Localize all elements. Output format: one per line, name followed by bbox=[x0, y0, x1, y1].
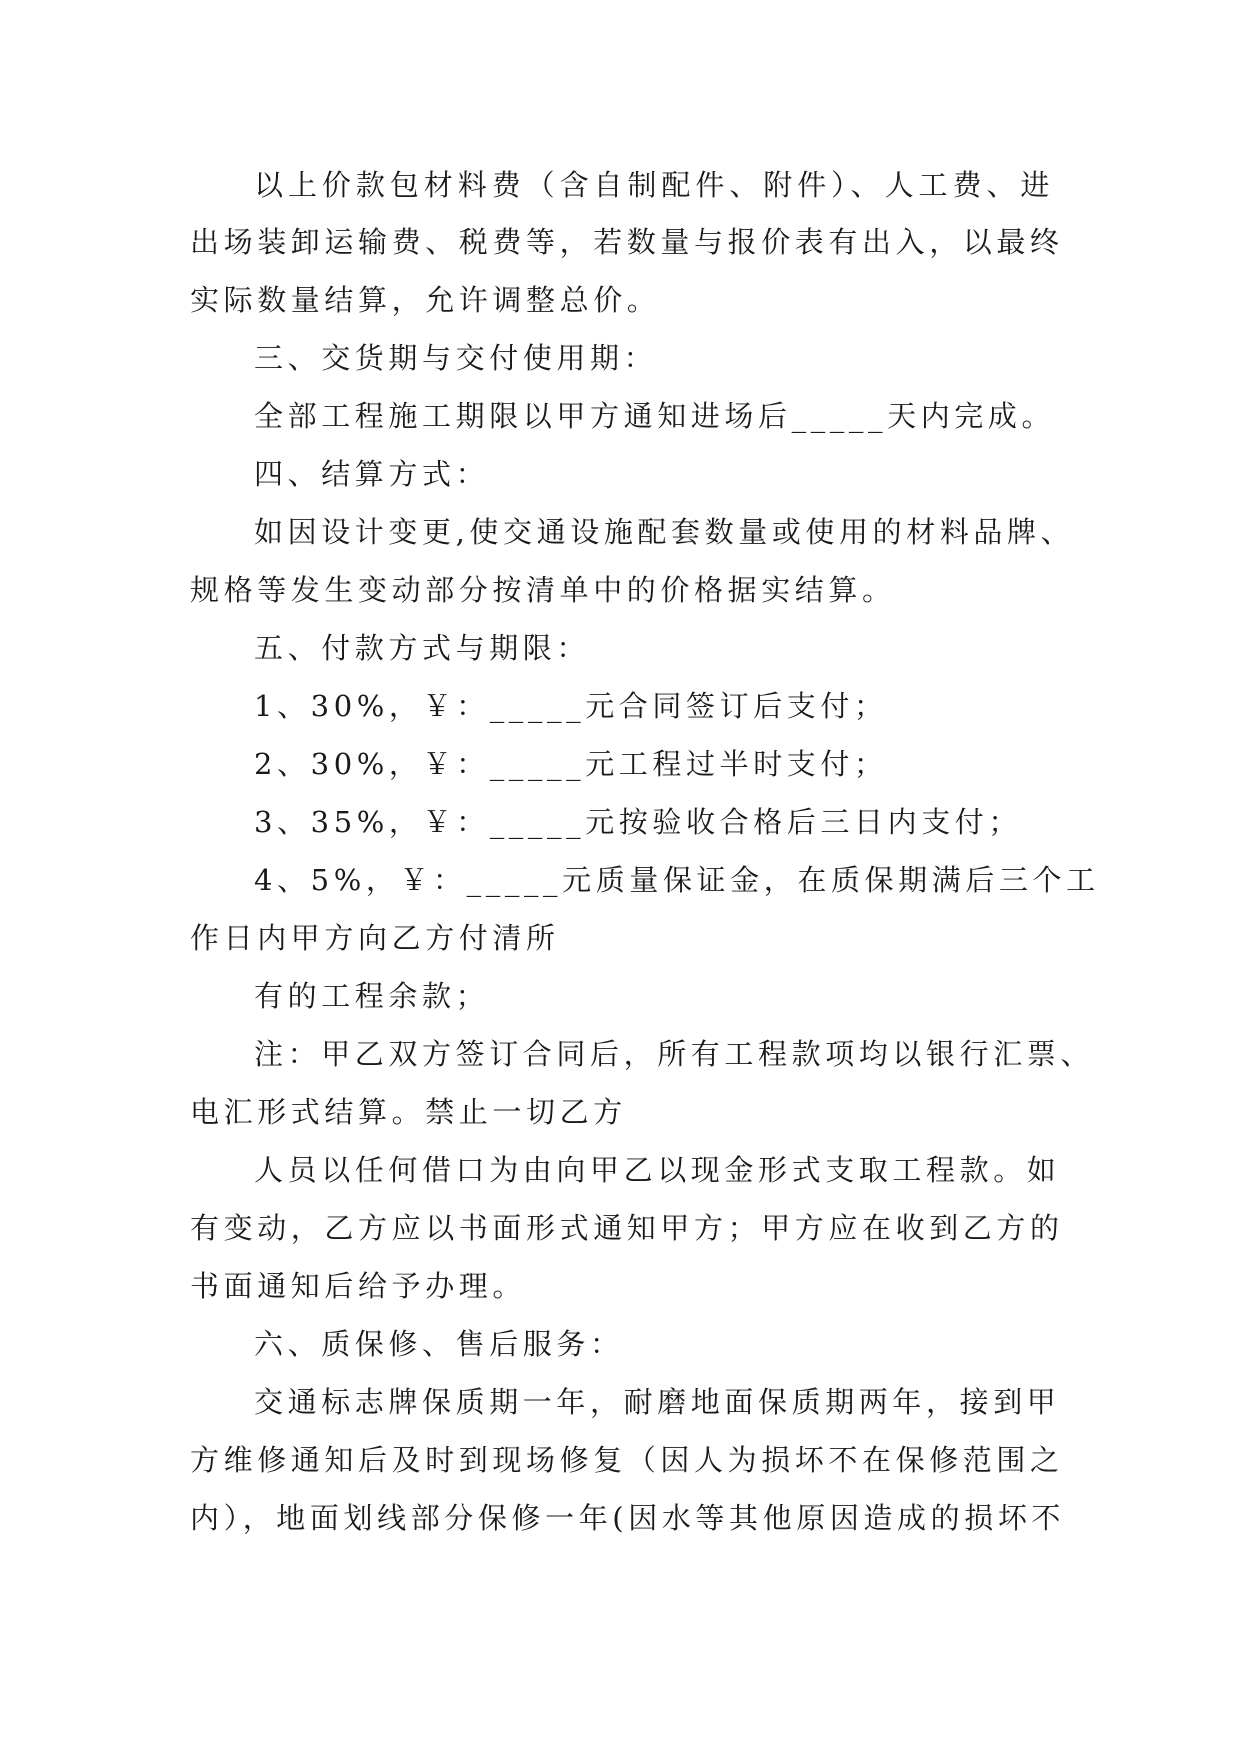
section-heading: 四、结算方式： bbox=[254, 457, 490, 491]
paragraph-line: 方维修通知后及时到现场修复（因人为损坏不在保修范围之 bbox=[190, 1443, 1064, 1477]
payment-item: 4、5%，￥：_____元质量保证金，在质保期满后三个工 bbox=[254, 863, 1100, 897]
paragraph-line: 人员以任何借口为由向甲乙以现金形式支取工程款。如 bbox=[254, 1153, 1061, 1187]
section-heading: 三、交货期与交付使用期： bbox=[254, 341, 658, 375]
paragraph-line: 规格等发生变动部分按清单中的价格据实结算。 bbox=[190, 573, 896, 607]
paragraph-line: 如因设计变更,使交通设施配套数量或使用的材料品牌、 bbox=[254, 515, 1075, 549]
paragraph-line: 出场装卸运输费、税费等，若数量与报价表有出入，以最终 bbox=[190, 225, 1064, 259]
payment-item: 1、30%，￥：_____元合同签订后支付； bbox=[254, 689, 888, 723]
paragraph-line: 实际数量结算，允许调整总价。 bbox=[190, 283, 661, 317]
paragraph-line: 有的工程余款； bbox=[254, 979, 490, 1013]
paragraph-line: 作日内甲方向乙方付清所 bbox=[190, 921, 560, 955]
paragraph-line: 书面通知后给予办理。 bbox=[190, 1269, 527, 1303]
paragraph-line: 以上价款包材料费（含自制配件、附件）、人工费、进 bbox=[254, 168, 1054, 202]
payment-item: 2、30%，￥：_____元工程过半时支付； bbox=[254, 747, 888, 781]
note-line: 电汇形式结算。禁止一切乙方 bbox=[190, 1095, 627, 1129]
note-line: 注：甲乙双方签订合同后，所有工程款项均以银行汇票、 bbox=[254, 1037, 1095, 1071]
paragraph-line: 内），地面划线部分保修一年(因水等其他原因造成的损坏不 bbox=[190, 1501, 1066, 1535]
paragraph-line: 全部工程施工期限以甲方通知进场后_____天内完成。 bbox=[254, 399, 1056, 433]
payment-item: 3、35%，￥：_____元按验收合格后三日内支付； bbox=[254, 805, 1023, 839]
paragraph-line: 交通标志牌保质期一年，耐磨地面保质期两年，接到甲 bbox=[254, 1385, 1061, 1419]
paragraph-line: 有变动，乙方应以书面形式通知甲方；甲方应在收到乙方的 bbox=[190, 1211, 1064, 1245]
section-heading: 五、付款方式与期限： bbox=[254, 631, 591, 665]
section-heading: 六、质保修、售后服务： bbox=[254, 1327, 624, 1361]
